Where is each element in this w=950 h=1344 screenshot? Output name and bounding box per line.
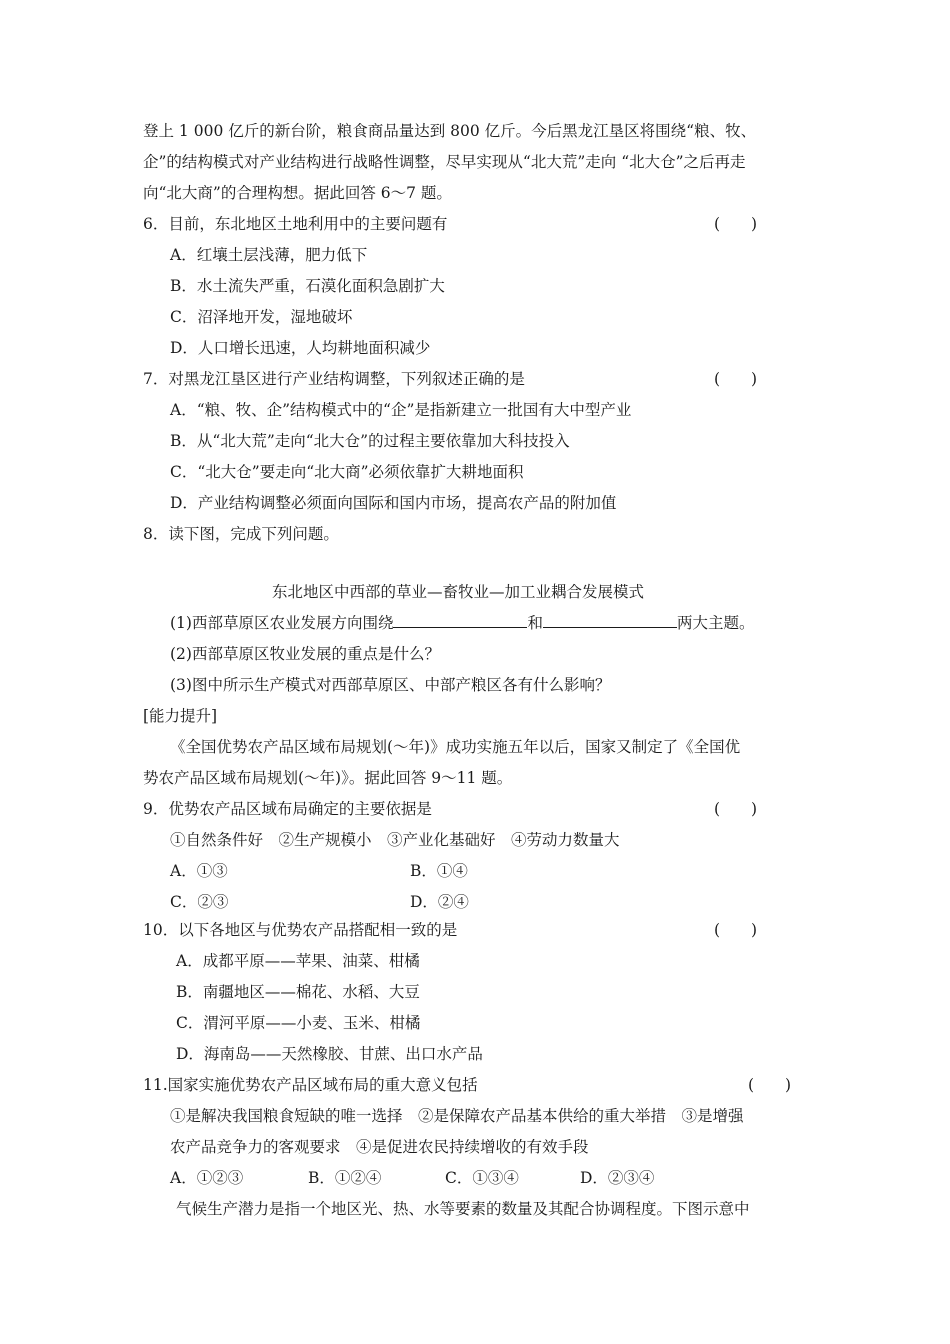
q10-answer-paren: ( ): [714, 921, 758, 939]
q6-stem: 6．目前，东北地区土地利用中的主要问题有: [143, 215, 448, 233]
q9-option-a: A．①③: [170, 862, 228, 880]
tail-paragraph: 气候生产潜力是指一个地区光、热、水等要素的数量及其配合协调程度。下图示意中: [176, 1200, 750, 1218]
section-heading: [能力提升]: [143, 707, 218, 725]
q9-items: ①自然条件好 ②生产规模小 ③产业化基础好 ④劳动力数量大: [170, 831, 620, 849]
section-para-line-2: 势农产品区域布局规划(～年)》。据此回答 9～11 题。: [143, 769, 513, 787]
q11-answer-paren: ( ): [748, 1076, 792, 1094]
q7-option-d: D．产业结构调整必须面向国际和国内市场，提高农产品的附加值: [170, 494, 617, 512]
q8-blank-1[interactable]: [393, 613, 527, 628]
q7-option-b: B．从“北大荒”走向“北大仓”的过程主要依靠加大科技投入: [170, 432, 570, 450]
q6-answer-paren: ( ): [714, 215, 758, 233]
q8-sub-1: [170, 613, 755, 633]
q11-option-b: B．①②④: [308, 1169, 382, 1187]
q9-answer-paren: ( ): [714, 800, 758, 818]
q7-option-c: C．“北大仓”要走向“北大商”必须依靠扩大耕地面积: [170, 463, 524, 481]
q7-option-a: A．“粮、牧、企”结构模式中的“企”是指新建立一批国有大中型产业: [170, 401, 632, 419]
q8-sub-1-suffix: 两大主题。: [676, 614, 755, 632]
q11-items-line-2: 农产品竞争力的客观要求 ④是促进农民持续增收的有效手段: [170, 1138, 589, 1156]
q9-stem: 9．优势农产品区域布局确定的主要依据是: [143, 800, 432, 818]
q11-stem: 11.国家实施优势农产品区域布局的重大意义包括: [143, 1076, 478, 1094]
intro-line-3: 向“北大商”的合理构想。据此回答 6～7 题。: [143, 184, 452, 202]
q8-sub-1-prefix: (1)西部草原区农业发展方向围绕: [170, 614, 394, 632]
q8-sub-2: (2)西部草原区牧业发展的重点是什么？: [170, 645, 440, 663]
figure-title: 东北地区中西部的草业—畜牧业—加工业耦合发展模式: [272, 583, 645, 601]
intro-line-1: 登上 1 000 亿斤的新台阶，粮食商品量达到 800 亿斤。今后黑龙江垦区将围绕“粮、牧、: [143, 122, 757, 140]
q10-option-a: A．成都平原——苹果、油菜、柑橘: [176, 952, 420, 970]
q9-option-b: B．①④: [410, 862, 468, 880]
section-para-line-1: 《全国优势农产品区域布局规划(～年)》成功实施五年以后，国家又制定了《全国优: [170, 738, 741, 756]
q7-answer-paren: ( ): [714, 370, 758, 388]
q7-stem: 7．对黑龙江垦区进行产业结构调整，下列叙述正确的是: [143, 370, 525, 388]
q9-option-d: D．②④: [410, 893, 469, 911]
q8-blank-2[interactable]: [543, 613, 677, 628]
q8-sub-3: (3)图中所示生产模式对西部草原区、中部产粮区各有什么影响？: [170, 676, 611, 694]
q10-stem: 10．以下各地区与优势农产品搭配相一致的是: [143, 921, 458, 939]
q10-option-c: C．渭河平原——小麦、玉米、柑橘: [176, 1014, 421, 1032]
q11-option-d: D．②③④: [580, 1169, 655, 1187]
q6-option-d: D．人口增长迅速，人均耕地面积减少: [170, 339, 431, 357]
q11-option-a: A．①②③: [170, 1169, 244, 1187]
q10-option-b: B．南疆地区——棉花、水稻、大豆: [176, 983, 420, 1001]
q8-sub-1-and: 和: [527, 614, 543, 632]
q11-items-line-1: ①是解决我国粮食短缺的唯一选择 ②是保障农产品基本供给的重大举措 ③是增强: [170, 1107, 744, 1125]
q6-option-a: A．红壤土层浅薄，肥力低下: [170, 246, 368, 264]
q9-option-c: C．②③: [170, 893, 229, 911]
q11-option-c: C．①③④: [445, 1169, 519, 1187]
q6-option-c: C．沼泽地开发，湿地破坏: [170, 308, 353, 326]
intro-line-2: 企”的结构模式对产业结构进行战略性调整，尽早实现从“北大荒”走向 “北大仓”之后再走: [143, 153, 746, 171]
q8-stem: 8．读下图，完成下列问题。: [143, 525, 339, 543]
q6-option-b: B．水土流失严重，石漠化面积急剧扩大: [170, 277, 445, 295]
q10-option-d: D．海南岛——天然橡胶、甘蔗、出口水产品: [176, 1045, 483, 1063]
